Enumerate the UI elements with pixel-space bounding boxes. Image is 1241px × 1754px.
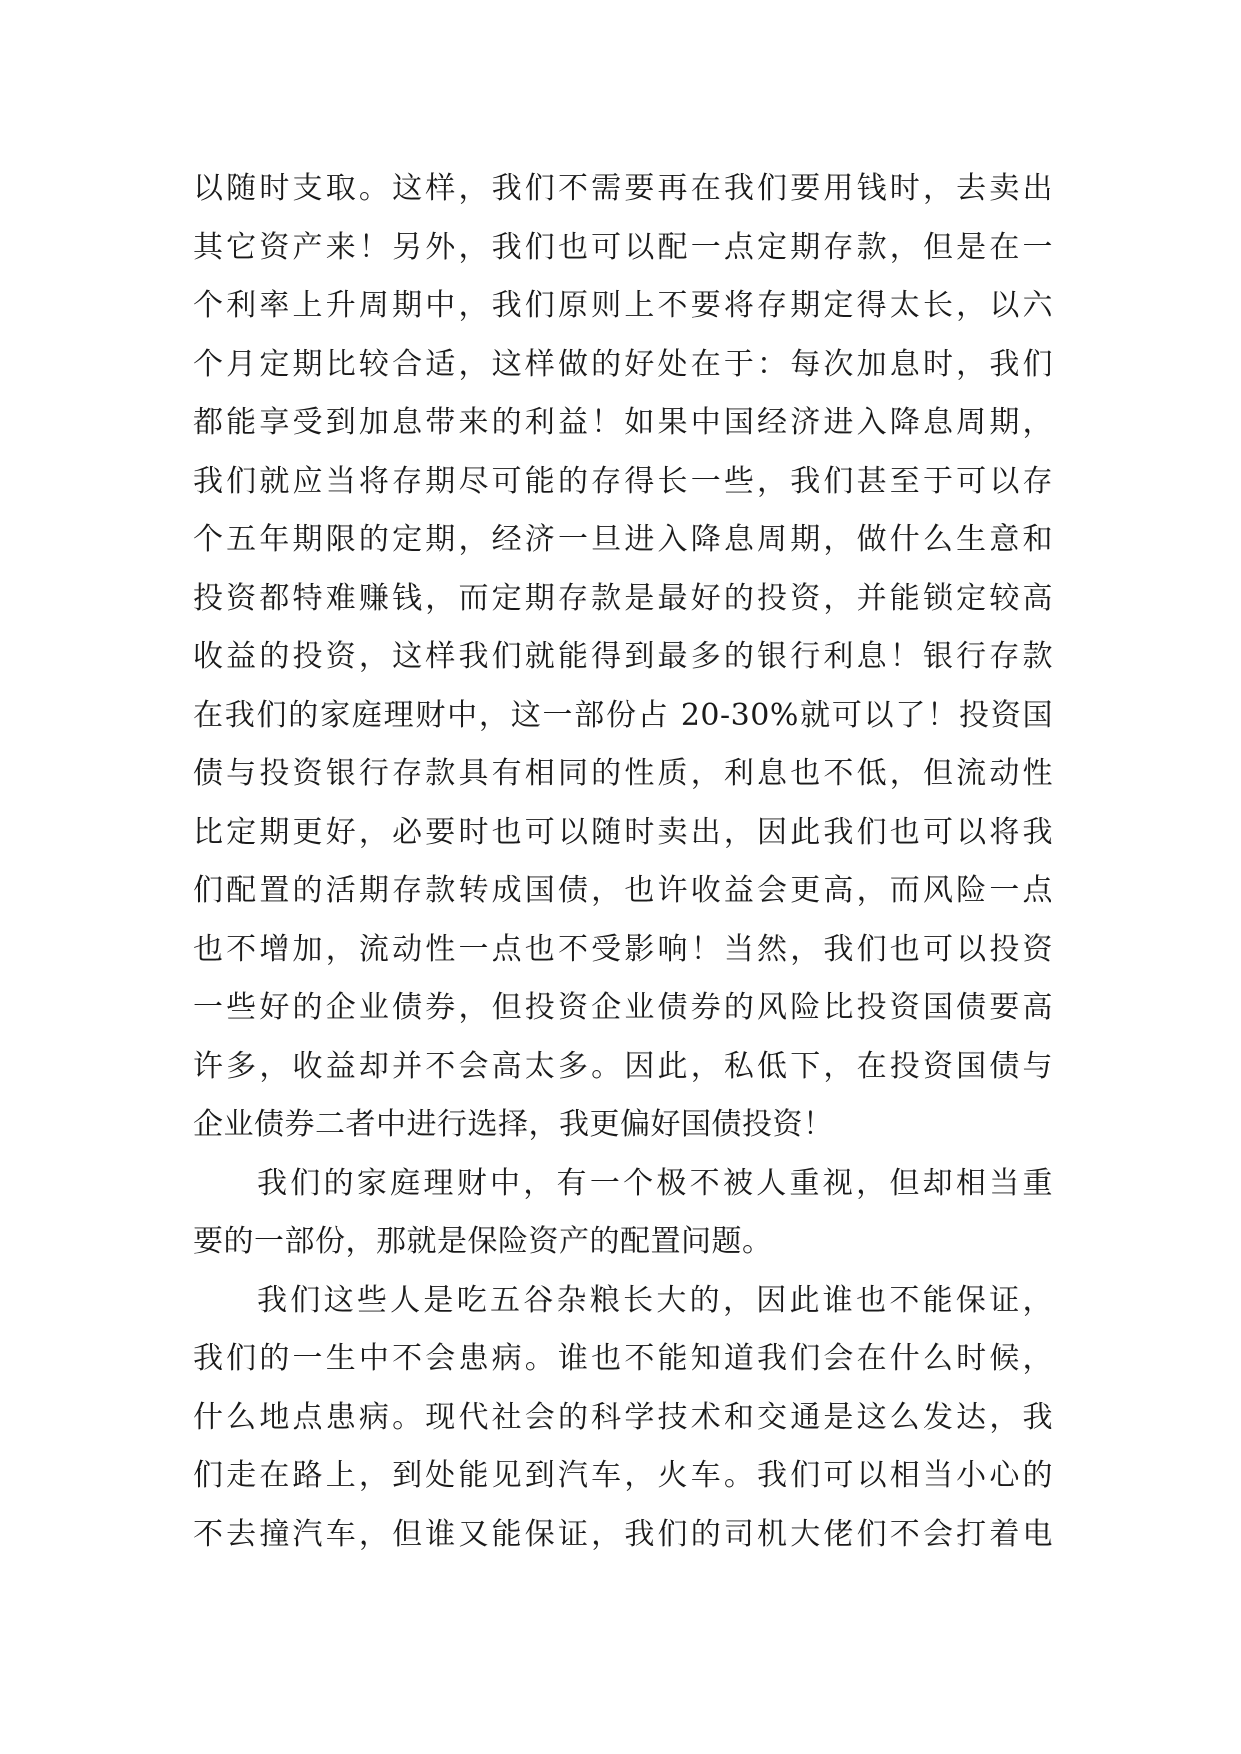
text-line: 什么地点患病。现代社会的科学技术和交通是这么发达，我 [193,1399,1053,1435]
text-line: 在我们的家庭理财中，这一部份占 20-30%就可以了！投资国 [193,697,1053,733]
body-text [193,160,1053,1564]
text-line: 个利率上升周期中，我们原则上不要将存期定得太长，以六 [193,288,1053,323]
text-line: 不去撞汽车，但谁又能保证，我们的司机大佬们不会打着电 [193,1516,1053,1552]
text-line: 投资都特难赚钱，而定期存款是最好的投资，并能锁定较高 [193,580,1053,616]
paragraph-start-line: 我们的家庭理财中，有一个极不被人重视，但却相当重 [257,1165,1053,1201]
text-line: 都能享受到加息带来的利益！如果中国经济进入降息周期， [193,405,1053,440]
text-line: 我们的一生中不会患病。谁也不能知道我们会在什么时候， [193,1341,1053,1376]
text-line: 要的一部份，那就是保险资产的配置问题。 [193,1224,773,1259]
paragraph-start-line: 我们这些人是吃五谷杂粮长大的，因此谁也不能保证， [257,1282,1053,1318]
text-line: 比定期更好，必要时也可以随时卖出，因此我们也可以将我 [193,814,1053,850]
text-line: 债与投资银行存款具有相同的性质，利息也不低，但流动性 [193,756,1053,791]
text-line: 我们就应当将存期尽可能的存得长一些，我们甚至于可以存 [193,463,1053,499]
text-line: 个五年期限的定期，经济一旦进入降息周期，做什么生意和 [193,522,1053,557]
text-line: 们配置的活期存款转成国债，也许收益会更高，而风险一点 [193,873,1053,908]
text-line: 以随时支取。这样，我们不需要再在我们要用钱时，去卖出 [193,171,1053,206]
text-line: 收益的投资，这样我们就能得到最多的银行利息！银行存款 [193,639,1053,674]
text-line: 也不增加，流动性一点也不受影响！当然，我们也可以投资 [193,931,1053,967]
text-line: 许多，收益却并不会高太多。因此，私低下，在投资国债与 [193,1048,1053,1084]
text-line: 一些好的企业债券，但投资企业债券的风险比投资国债要高 [193,990,1053,1025]
text-line: 们走在路上，到处能见到汽车，火车。我们可以相当小心的 [193,1458,1053,1493]
text-line: 个月定期比较合适，这样做的好处在于：每次加息时，我们 [193,346,1053,382]
text-line: 其它资产来！另外，我们也可以配一点定期存款，但是在一 [193,229,1053,265]
text-line: 企业债券二者中进行选择，我更偏好国债投资！ [193,1107,834,1142]
